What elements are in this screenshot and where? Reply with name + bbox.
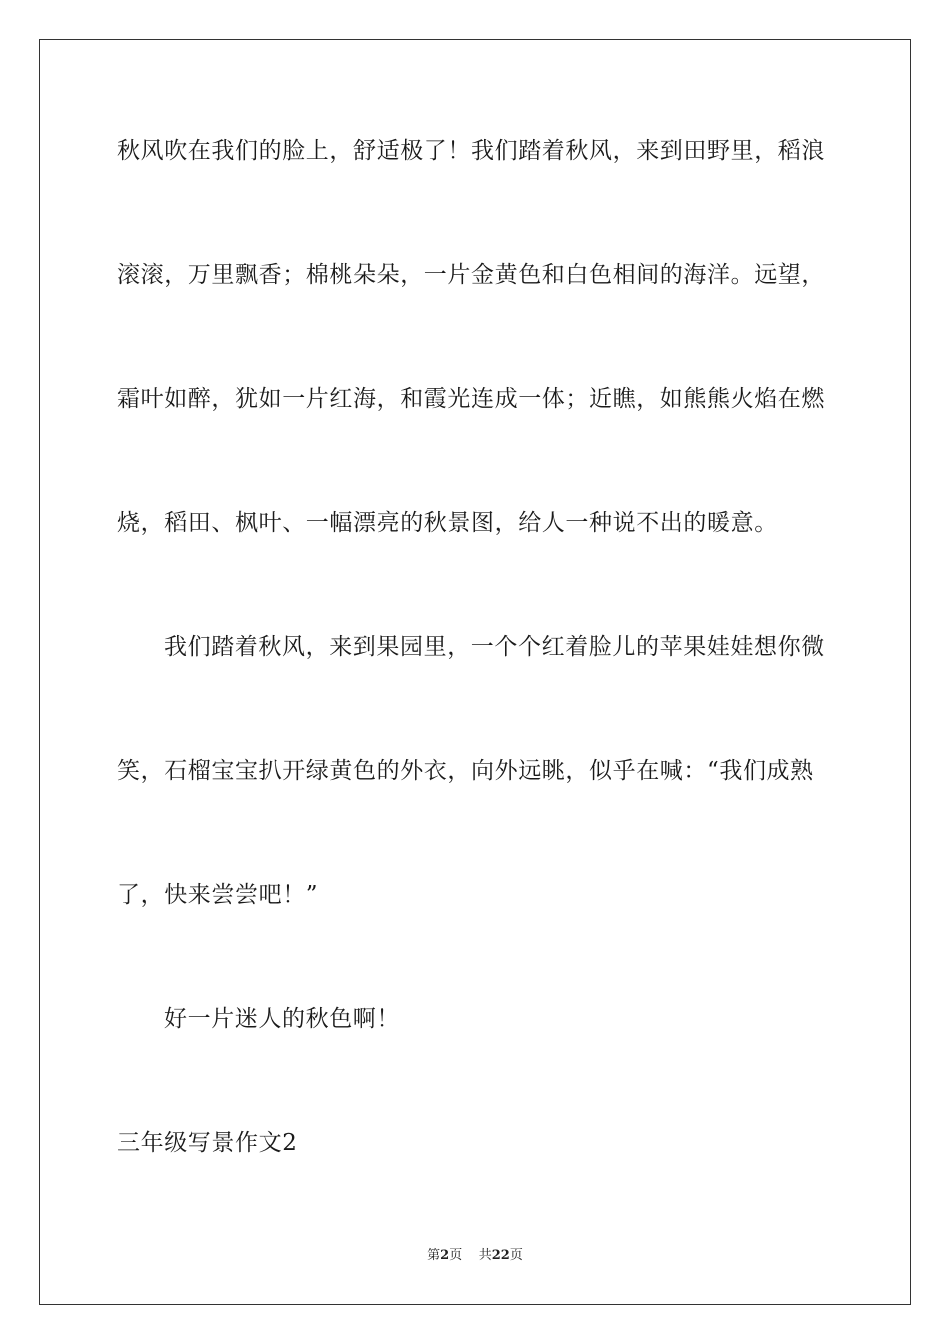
paragraph-line: 滚滚，万里飘香；棉桃朵朵，一片金黄色和白色相间的海洋。远望， bbox=[117, 262, 825, 288]
footer-page-number: 2 bbox=[440, 1248, 450, 1263]
footer-total-prefix: 共 bbox=[478, 1248, 492, 1263]
footer-page-suffix: 页 bbox=[449, 1248, 463, 1263]
footer-total-suffix: 页 bbox=[509, 1248, 523, 1263]
section-heading: 三年级写景作文2 bbox=[117, 1130, 298, 1156]
paragraph-line: 笑，石榴宝宝扒开绿黄色的外衣，向外远眺，似乎在喊：“我们成熟 bbox=[117, 758, 814, 784]
paragraph-line: 烧，稻田、枫叶、一幅漂亮的秋景图，给人一种说不出的暖意。 bbox=[117, 510, 778, 536]
paragraph-line: 秋风吹在我们的脸上，舒适极了！我们踏着秋风，来到田野里，稻浪 bbox=[117, 138, 825, 164]
footer-total-pages: 22 bbox=[491, 1248, 510, 1263]
paragraph-line: 了，快来尝尝吧！” bbox=[117, 882, 319, 908]
paragraph-line: 好一片迷人的秋色啊！ bbox=[164, 1006, 400, 1032]
paragraph-line: 霜叶如醉，犹如一片红海，和霞光连成一体；近瞧，如熊熊火焰在燃 bbox=[117, 386, 825, 412]
footer-page-prefix: 第 bbox=[427, 1248, 441, 1263]
page-footer bbox=[0, 1247, 950, 1265]
page-border bbox=[39, 39, 911, 1305]
paragraph-line: 我们踏着秋风，来到果园里，一个个红着脸儿的苹果娃娃想你微 bbox=[164, 634, 825, 660]
